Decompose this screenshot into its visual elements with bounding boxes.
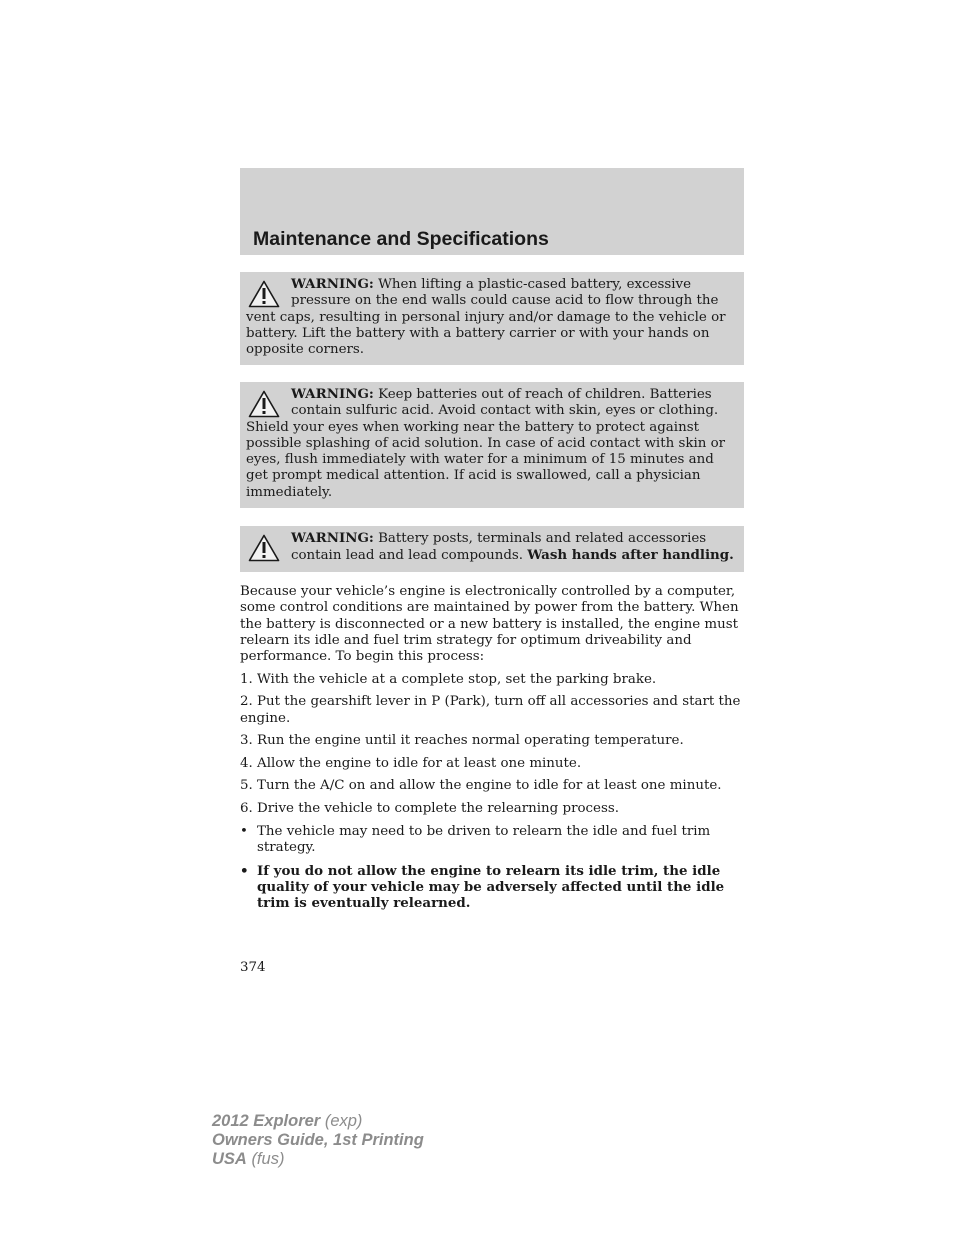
section-header-band — [240, 168, 744, 255]
step-item: 5. Turn the A/C on and allow the engine to idle for at least one minute. — [240, 778, 722, 794]
warning-triangle-icon — [248, 390, 280, 418]
step-item: 3. Run the engine until it reaches normal operating temperature. — [240, 733, 684, 749]
step-item: 2. Put the gearshift lever in P (Park), turn off all accessories and start the engine. — [240, 694, 741, 726]
footer-line-model — [212, 1112, 424, 1131]
warning-box-children — [240, 382, 744, 508]
warning-text — [246, 276, 734, 358]
bullet-text: If you do not allow the engine to relearn its idle trim, the idle quality of your vehicle may be adversely affected until the idle trim is eventually relearned. — [257, 862, 725, 912]
warning-triangle-icon — [248, 534, 280, 562]
footer-market-code: (fus) — [251, 1150, 285, 1168]
bullet-item — [240, 824, 746, 857]
warning-body: Keep batteries out of reach of children. Batteries contain sulfuric acid. Avoid contact with skin, eyes or clothing. Shield your eyes when working near the battery to protect against possible splashing of acid solution. In case of acid contact with skin or eyes, flush immediately with water for a minimum of 15 minutes and get prompt medical attention. If acid is swallowed, call a physician immediately. — [246, 387, 726, 500]
warning-emphasis: Wash hands after handling. — [527, 547, 734, 564]
warning-triangle-icon — [248, 280, 280, 308]
bullet-symbol: • — [240, 823, 248, 839]
warning-box-lead — [240, 526, 744, 572]
step-item: 4. Allow the engine to idle for at least one minute. — [240, 755, 582, 771]
bullet-text: The vehicle may need to be driven to relearn the idle and fuel trim strategy. — [257, 823, 711, 855]
page-number: 374 — [240, 960, 266, 975]
warning-label: WARNING: — [291, 276, 374, 292]
warning-body: When lifting a plastic-cased battery, excessive pressure on the end walls could cause acid to flow through the vent caps, resulting in personal injury and/or damage to the vehicle or battery. Lift the battery with a battery carrier or with your hands on opposite corners. — [246, 277, 726, 358]
warning-text — [246, 386, 734, 501]
bullet-symbol: • — [240, 862, 249, 879]
footer-line-guide: Owners Guide, 1st Printing — [212, 1131, 424, 1149]
footer-model: 2012 Explorer — [212, 1112, 321, 1130]
warning-body: Battery posts, terminals and related accessories contain lead and lead compounds. — [291, 531, 707, 564]
step-item: 6. Drive the vehicle to complete the relearning process. — [240, 801, 619, 817]
warning-box-acid-flow — [240, 272, 744, 365]
warning-label: WARNING: — [291, 386, 374, 402]
footer-line-market — [212, 1150, 424, 1169]
document-footer — [212, 1112, 424, 1169]
bullet-item-emphasis — [240, 863, 746, 912]
warning-label: WARNING: — [291, 530, 374, 546]
intro-paragraph: Because your vehicle’s engine is electronically controlled by a computer, some control conditions are maintained by power from the battery. When the battery is disconnected or a new battery is installed, the engine must relearn its idle and fuel trim strategy for optimum driveability and performance. To begin this process: — [240, 584, 739, 665]
footer-market: USA — [212, 1150, 247, 1168]
step-item: 1. With the vehicle at a complete stop, set the parking brake. — [240, 671, 657, 687]
footer-model-code: (exp) — [324, 1112, 363, 1130]
warning-text — [246, 530, 734, 565]
procedure-section — [240, 584, 746, 918]
section-title: Maintenance and Specifications — [253, 228, 549, 250]
